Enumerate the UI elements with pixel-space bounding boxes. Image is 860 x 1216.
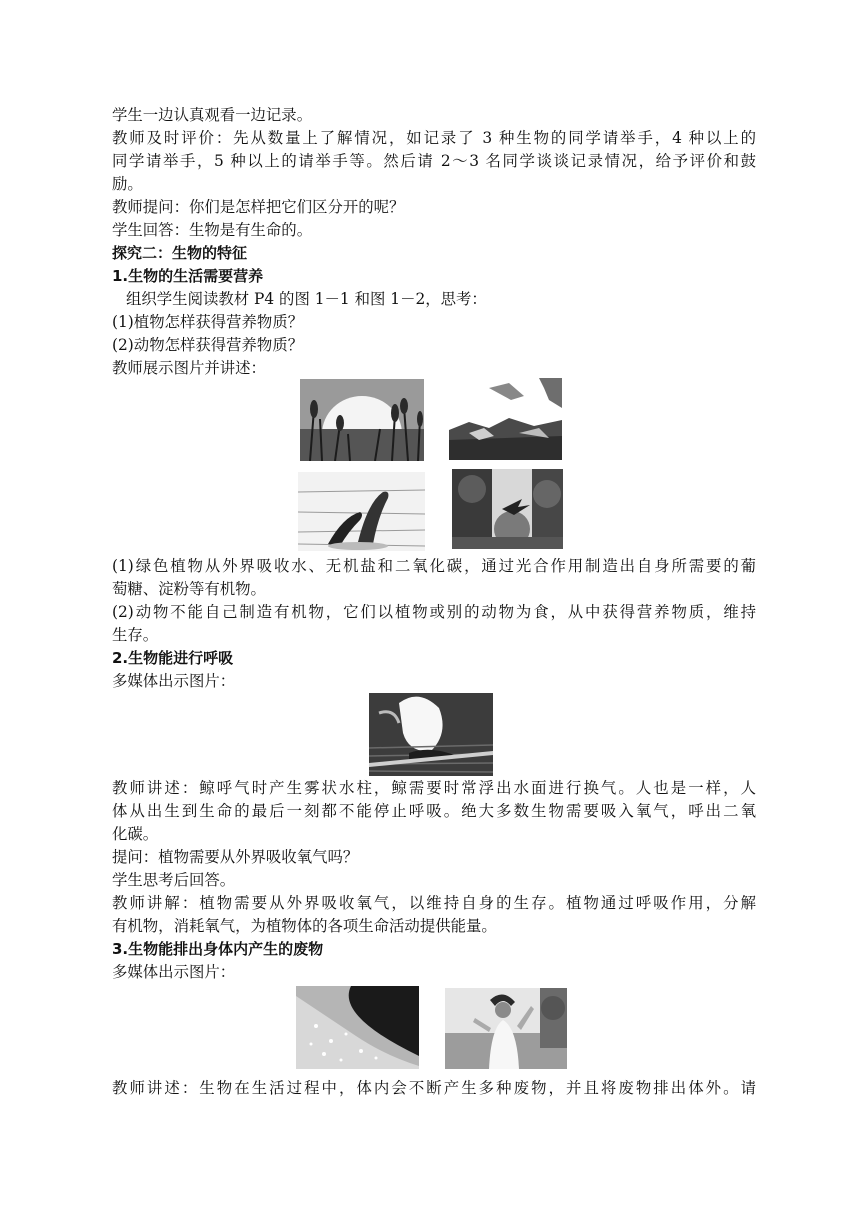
forest-bird-photo xyxy=(452,469,563,549)
paragraph-line: 体从出生到生命的最后一刻都不能停止呼吸。绝大多数生物需要吸入氧气，呼出二氧 xyxy=(112,802,756,820)
paragraph-line: 有机物，消耗氧气，为植物体的各项生命活动提供能量。 xyxy=(112,917,497,935)
sweat-skin-photo xyxy=(296,986,419,1069)
paragraph-line: (2)动物怎样获得营养物质？ xyxy=(112,336,304,354)
paragraph-line: (1)植物怎样获得营养物质？ xyxy=(112,313,304,331)
paragraph-line: 教师提问：你们是怎样把它们区分开的呢？ xyxy=(112,198,405,216)
paragraph-line: 教师及时评价：先从数量上了解情况，如记录了 3 种生物的同学请举手，4 种以上的 xyxy=(112,129,756,147)
paragraph-line: 教师讲述：鲸呼气时产生雾状水柱，鲸需要时常浮出水面进行换气。人也是一样，人 xyxy=(112,779,756,797)
paragraph-line: 学生一边认真观看一边记录。 xyxy=(112,106,313,124)
paragraph-line: 多媒体出示图片： xyxy=(112,672,236,690)
whale-photo xyxy=(369,693,493,776)
plant-photo xyxy=(300,379,424,461)
woman-photo xyxy=(445,988,567,1069)
paragraph-line: 多媒体出示图片： xyxy=(112,963,236,981)
paragraph-line: 组织学生阅读教材 P4 的图 1－1 和图 1－2，思考： xyxy=(126,290,487,308)
paragraph-line: 学生思考后回答。 xyxy=(112,871,236,889)
paragraph-line: 同学请举手，5 种以上的请举手等。然后请 2～3 名同学谈谈记录情况，给予评价和鼓 xyxy=(112,152,756,170)
paragraph-line: 提问：植物需要从外界吸收氧气吗？ xyxy=(112,848,359,866)
paragraph-line: 教师讲解：植物需要从外界吸收氧气，以维持自身的生存。植物通过呼吸作用，分解 xyxy=(112,894,756,912)
section-heading: 探究二：生物的特征 xyxy=(112,244,248,262)
landscape-photo xyxy=(449,378,562,460)
paragraph-line: 萄糖、淀粉等有机物。 xyxy=(112,580,266,598)
paragraph-line: (1)绿色植物从外界吸收水、无机盐和二氧化碳，通过光合作用制造出自身所需要的葡 xyxy=(112,557,756,575)
paragraph-line: 化碳。 xyxy=(112,825,159,843)
subsection-heading: 1.生物的生活需要营养 xyxy=(112,267,264,285)
paragraph-line: 励。 xyxy=(112,175,143,193)
paragraph-line: 学生回答：生物是有生命的。 xyxy=(112,221,313,239)
paragraph-line: 教师展示图片并讲述： xyxy=(112,359,266,377)
paragraph-line: 生存。 xyxy=(112,626,159,644)
dolphin-photo xyxy=(298,472,425,551)
subsection-heading: 3.生物能排出身体内产生的废物 xyxy=(112,940,324,958)
subsection-heading: 2.生物能进行呼吸 xyxy=(112,649,234,667)
paragraph-line: (2)动物不能自己制造有机物，它们以植物或别的动物为食，从中获得营养物质，维持 xyxy=(112,603,756,621)
paragraph-line: 教师讲述：生物在生活过程中，体内会不断产生多种废物，并且将废物排出体外。请 xyxy=(112,1079,756,1097)
